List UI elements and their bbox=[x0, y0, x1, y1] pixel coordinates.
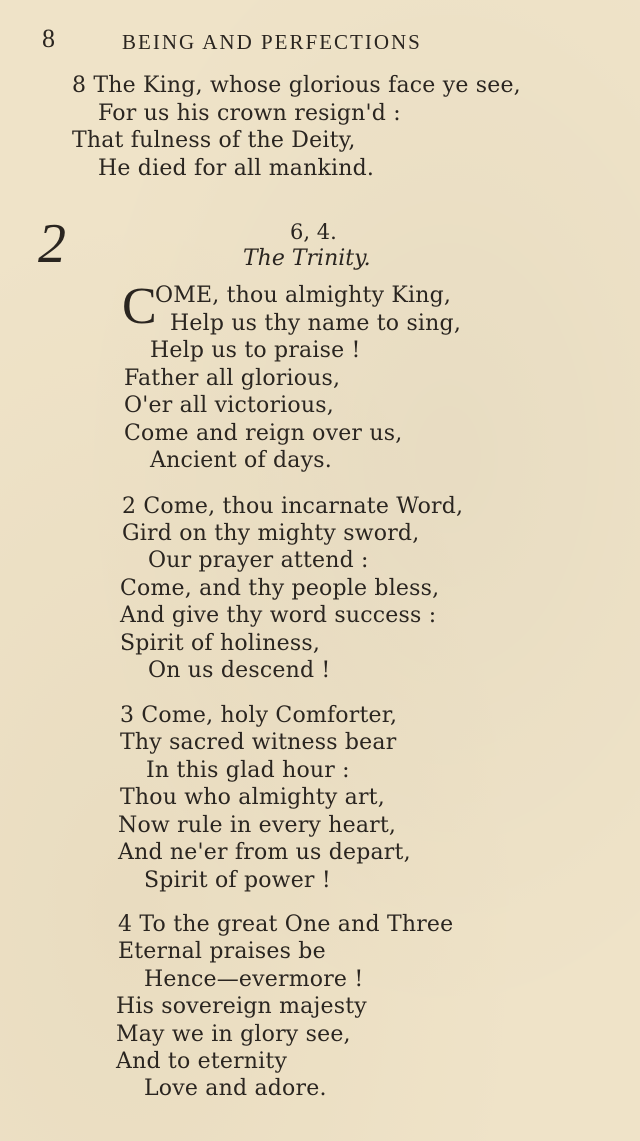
prev-stanza-line: For us his crown resign'd : bbox=[98, 101, 401, 126]
stanza-2-line: Our prayer attend : bbox=[148, 548, 369, 573]
stanza-4-line: Eternal praises be bbox=[118, 939, 326, 964]
stanza-4-line: 4 To the great One and Three bbox=[118, 912, 454, 937]
stanza-3-line: 3 Come, holy Comforter, bbox=[120, 703, 398, 728]
stanza-3-line: Thou who almighty art, bbox=[120, 785, 385, 810]
stanza-2-line: Spirit of holiness, bbox=[120, 631, 321, 656]
stanza-3-line: Now rule in every heart, bbox=[118, 813, 397, 838]
stanza-3-line: Thy sacred witness bear bbox=[120, 730, 397, 755]
stanza-1-line: Ancient of days. bbox=[150, 448, 332, 473]
page-number: 8 bbox=[42, 24, 55, 53]
stanza-1-line: Help us to praise ! bbox=[150, 338, 361, 363]
hymn-title: The Trinity. bbox=[243, 246, 371, 271]
stanza-2-line: Gird on thy mighty sword, bbox=[122, 521, 420, 546]
stanza-1-line: Help us thy name to sing, bbox=[170, 311, 462, 336]
prev-stanza-line: 8 The King, whose glorious face ye see, bbox=[72, 73, 521, 98]
stanza-4-line: His sovereign majesty bbox=[116, 994, 367, 1019]
prev-stanza-line: That fulness of the Deity, bbox=[72, 128, 356, 153]
stanza-1-line: Father all glorious, bbox=[124, 366, 341, 391]
drop-cap: C bbox=[122, 278, 157, 335]
stanza-4-line: May we in glory see, bbox=[116, 1022, 351, 1047]
stanza-2-line: On us descend ! bbox=[148, 658, 331, 683]
prev-stanza-line: He died for all mankind. bbox=[98, 156, 375, 181]
stanza-2-line: 2 Come, thou incarnate Word, bbox=[122, 494, 464, 519]
stanza-1-line: OME, thou almighty King, bbox=[155, 283, 452, 308]
stanza-4-line: And to eternity bbox=[116, 1049, 288, 1074]
stanza-1-line: Come and reign over us, bbox=[124, 421, 403, 446]
stanza-3-line: And ne'er from us depart, bbox=[118, 840, 411, 865]
stanza-2-line: And give thy word success : bbox=[120, 603, 437, 628]
hymn-meter: 6, 4. bbox=[290, 220, 337, 244]
stanza-4-line: Hence—evermore ! bbox=[144, 967, 364, 992]
stanza-2-line: Come, and thy people bless, bbox=[120, 576, 440, 601]
stanza-4-line: Love and adore. bbox=[144, 1076, 327, 1101]
hymn-number: 2 bbox=[38, 213, 66, 275]
stanza-3-line: Spirit of power ! bbox=[144, 868, 331, 893]
stanza-3-line: In this glad hour : bbox=[146, 758, 350, 783]
running-head: BEING AND PERFECTIONS bbox=[122, 30, 422, 54]
stanza-1-line: O'er all victorious, bbox=[124, 393, 334, 418]
